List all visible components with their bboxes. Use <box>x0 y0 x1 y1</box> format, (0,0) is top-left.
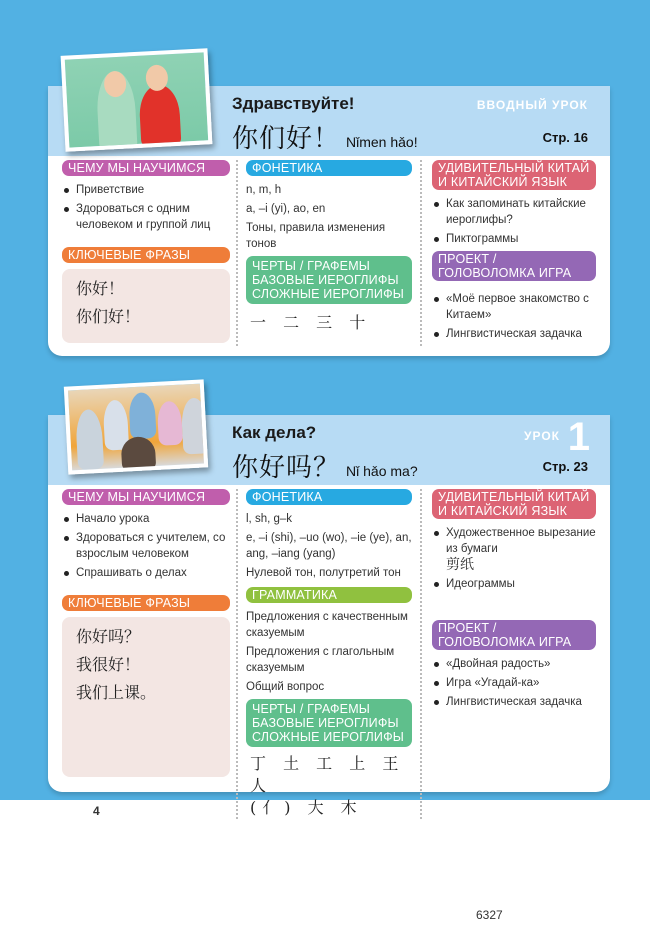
stroke-characters: 丁 土 工 上 王 人 <box>250 754 405 795</box>
child-figure <box>181 397 209 454</box>
list-item: Пиктограммы <box>432 231 596 247</box>
phrases-heading: КЛЮЧЕВЫЕ ФРАЗЫ <box>62 595 230 611</box>
phonetics-heading: ФОНЕТИКА <box>246 160 412 176</box>
list-item: Идеограммы <box>432 576 596 592</box>
paper-cutting-hanzi: 剪纸 <box>446 557 474 573</box>
child-figure <box>128 392 156 439</box>
key-phrases-box <box>62 617 230 777</box>
column-learn <box>56 160 236 346</box>
list-item: Спрашивать о делах <box>62 565 230 581</box>
list-item: Здороваться с учителем, со взрослым человеком <box>62 530 230 562</box>
child-figure-boy <box>138 84 181 148</box>
lesson-body <box>48 156 610 356</box>
lesson-title-zh <box>232 447 418 484</box>
photo-two-children-waving <box>61 48 213 152</box>
phonetics-line: a, –i (yi), ao, en <box>246 203 326 215</box>
learn-heading: ЧЕМУ МЫ НАУЧИМСЯ <box>62 160 230 176</box>
child-figure <box>157 401 183 446</box>
phonetics-line: e, –i (shi), –uo (wo), –ie (ye), an, ang, –iang (yang) <box>246 532 412 560</box>
strokes-heading <box>246 256 412 304</box>
grammar-line: Общий вопрос <box>246 681 325 693</box>
lesson-body <box>48 485 610 829</box>
key-phrases-box <box>62 269 230 343</box>
title-hanzi: 你好吗？ <box>232 453 341 483</box>
list-item <box>432 525 596 573</box>
footer-code: 6327 <box>476 908 503 922</box>
phonetics-heading: ФОНЕТИКА <box>246 489 412 505</box>
list-item: Лингвистическая задачка <box>432 326 596 342</box>
list-item: Приветствие <box>62 182 230 198</box>
column-china <box>422 489 602 819</box>
strokes-heading-line: СЛОЖНЫЕ ИЕРОГЛИФЫ <box>252 730 405 744</box>
phonetics-line: n, m, h <box>246 184 282 196</box>
list-item: Здороваться с одним человеком и группой лиц <box>62 201 230 233</box>
lesson-title-zh <box>232 118 418 155</box>
strokes-heading-line: ЧЕРТЫ / ГРАФЕМЫ <box>252 702 371 716</box>
column-phonetics <box>236 489 422 819</box>
photo-children-group-at-table <box>64 379 208 474</box>
lesson-label: УРОК <box>524 429 560 443</box>
phrase: 你好吗？ <box>76 627 141 646</box>
phrases-heading: КЛЮЧЕВЫЕ ФРАЗЫ <box>62 247 230 263</box>
list-item: «Двойная радость» <box>432 656 596 672</box>
grammar-heading: ГРАММАТИКА <box>246 587 412 603</box>
list-item: Лингвистическая задачка <box>432 694 596 710</box>
strokes-heading-line: СЛОЖНЫЕ ИЕРОГЛИФЫ <box>252 287 405 301</box>
learn-heading: ЧЕМУ МЫ НАУЧИМСЯ <box>62 489 230 505</box>
title-pinyin: Nǐmen hǎo! <box>346 134 418 150</box>
phonetics-line: Тоны, правила изменения тонов <box>246 222 386 250</box>
lesson-title-ru: Здравствуйте! <box>232 94 355 113</box>
list-item: Начало урока <box>62 511 230 527</box>
title-hanzi: 你们好！ <box>232 124 341 154</box>
grammar-line: Предложения с глагольным сказуемым <box>246 646 395 674</box>
page-reference[interactable]: Стр. 16 <box>542 130 588 145</box>
strokes-heading-line: БАЗОВЫЕ ИЕРОГЛИФЫ <box>252 716 399 730</box>
page-number: 4 <box>93 804 100 818</box>
column-china <box>422 160 602 346</box>
column-learn <box>56 489 236 819</box>
lesson-number: 1 <box>567 415 590 459</box>
project-list <box>432 656 596 710</box>
column-phonetics <box>236 160 422 346</box>
learn-list <box>62 182 230 233</box>
phrase: 我们上课。 <box>76 683 157 702</box>
title-pinyin: Nǐ hǎo ma? <box>346 463 418 479</box>
china-list <box>432 525 596 592</box>
china-heading: УДИВИТЕЛЬНЫЙ КИТАЙ И КИТАЙСКИЙ ЯЗЫК <box>432 489 596 519</box>
lesson-title-ru: Как дела? <box>232 423 317 442</box>
china-heading: УДИВИТЕЛЬНЫЙ КИТАЙ И КИТАЙСКИЙ ЯЗЫК <box>432 160 596 190</box>
grammar-line: Предложения с качественным сказуемым <box>246 611 408 639</box>
child-figure <box>75 409 104 470</box>
list-item-text: Художественное вырезание из бумаги <box>446 527 596 555</box>
phrase: 你好！ <box>76 279 125 298</box>
strokes-heading-line: ЧЕРТЫ / ГРАФЕМЫ <box>252 259 371 273</box>
list-item: Игра «Угадай-ка» <box>432 675 596 691</box>
project-heading: ПРОЕКТ / ГОЛОВОЛОМКА ИГРА <box>432 620 596 650</box>
list-item: Как запоминать китайские иероглифы? <box>432 196 596 228</box>
strokes-heading-line: БАЗОВЫЕ ИЕРОГЛИФЫ <box>252 273 399 287</box>
project-heading: ПРОЕКТ / ГОЛОВОЛОМКА ИГРА <box>432 251 596 281</box>
phonetics-line: l, sh, g–k <box>246 513 293 525</box>
phrase: 我很好！ <box>76 655 141 674</box>
lesson-label: ВВОДНЫЙ УРОК <box>476 98 588 112</box>
strokes-heading <box>246 699 412 747</box>
project-list <box>432 291 596 342</box>
list-item: «Моё первое знакомство с Китаем» <box>432 291 596 323</box>
phrase: 你们好！ <box>76 307 141 326</box>
phonetics-line: Нулевой тон, полутретий тон <box>246 567 401 579</box>
page-reference[interactable]: Стр. 23 <box>542 459 588 474</box>
learn-list <box>62 511 230 581</box>
stroke-characters: (亻) 大 木 <box>250 798 363 817</box>
china-list <box>432 196 596 247</box>
stroke-characters: 一 二 三 十 <box>250 313 372 332</box>
child-figure-back <box>121 436 157 472</box>
lesson-card-1 <box>48 415 610 817</box>
